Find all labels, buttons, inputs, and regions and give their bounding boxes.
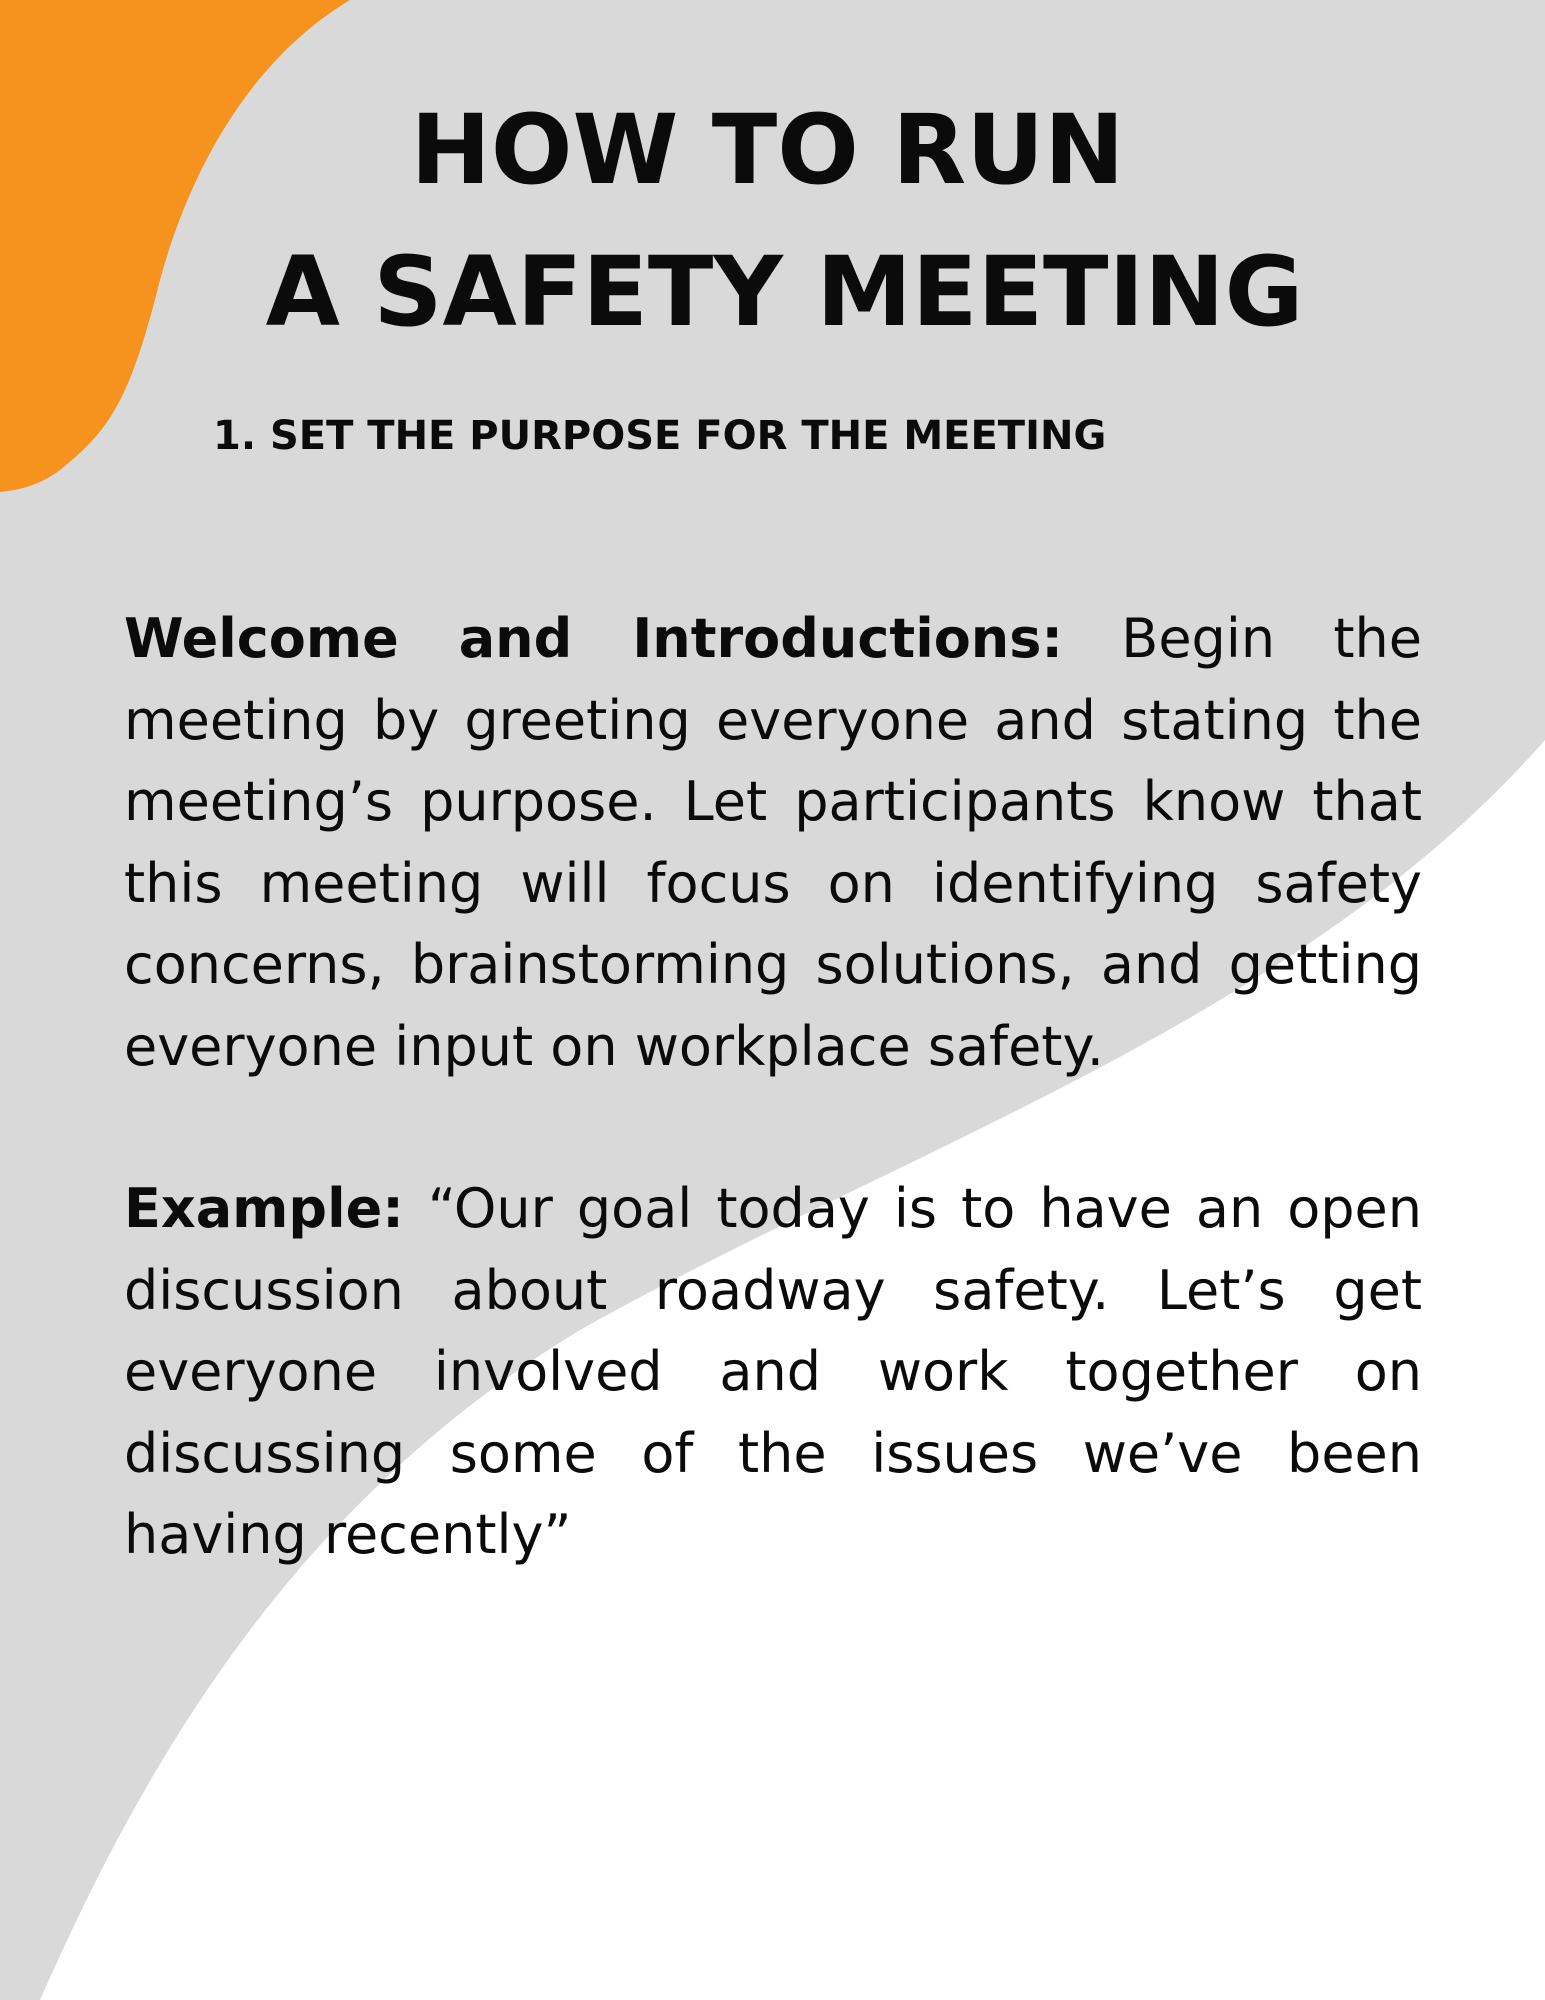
page-title-line-2: A SAFETY MEETING xyxy=(265,236,1304,348)
paragraph-welcome xyxy=(124,598,1422,1087)
paragraph-example-text: “Our goal today is to have an open discussion about roadway safety. Let’s get everyone involved and work together on discussing some of the issues we’ve been having recently” xyxy=(124,1177,1422,1566)
paragraph-welcome-label: Welcome and Introductions: xyxy=(124,607,1063,670)
paragraph-welcome-text: Begin the meeting by greeting everyone and stating the meeting’s purpose. Let participants know that this meeting will focus on identifying safety concerns, brainstorming solutions, and getting everyone input on workplace safety. xyxy=(124,607,1422,1078)
page-title-line-1: HOW TO RUN xyxy=(410,94,1125,206)
paragraph-example-label: Example: xyxy=(124,1177,404,1240)
paragraph-example xyxy=(124,1168,1422,1576)
section-heading: 1. SET THE PURPOSE FOR THE MEETING xyxy=(213,413,1107,459)
